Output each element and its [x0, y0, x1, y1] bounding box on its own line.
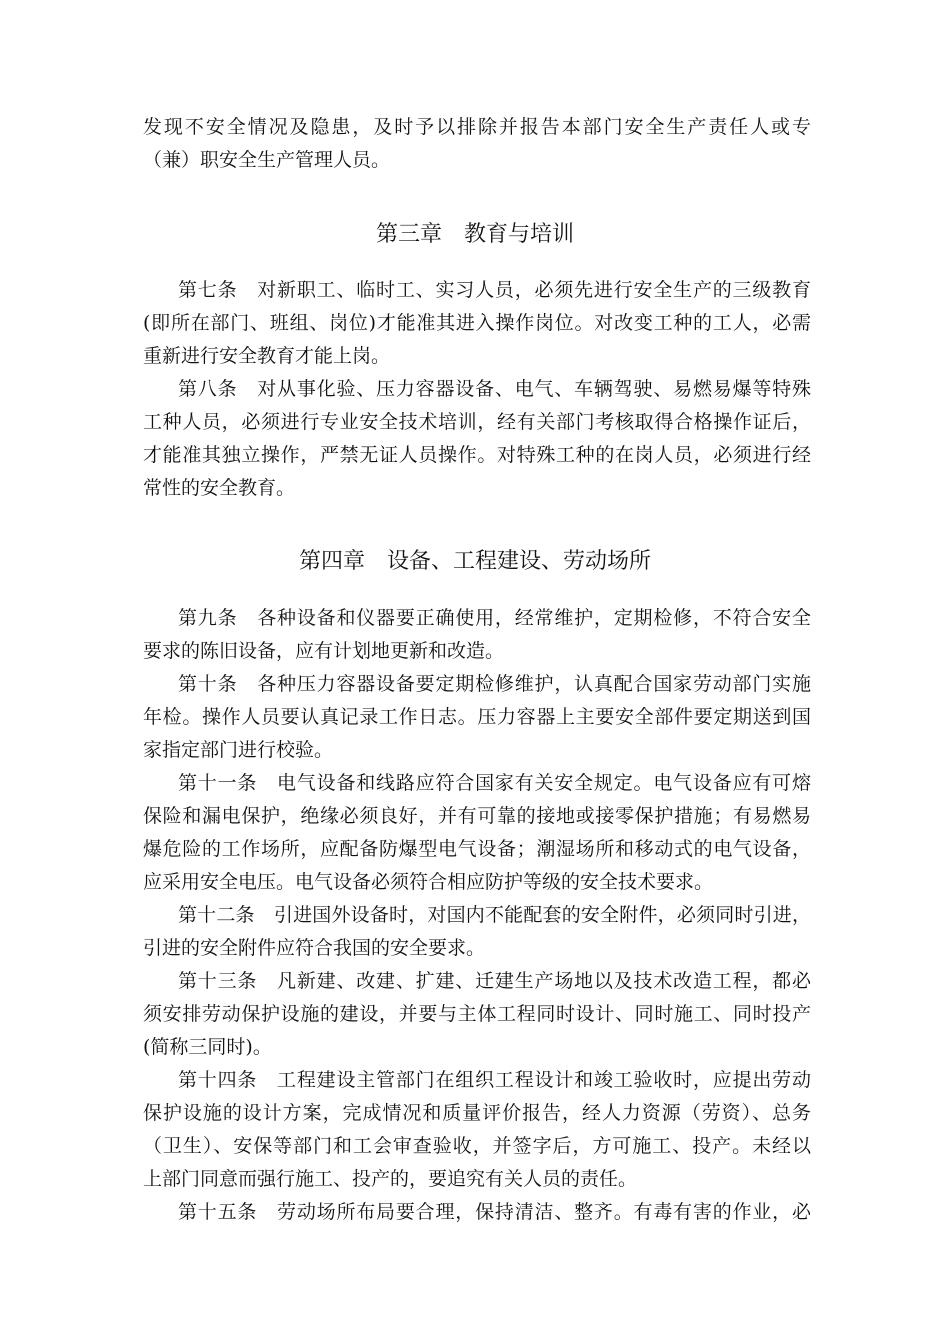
article-7-line-1: 第七条 对新职工、临时工、实习人员，必须先进行安全生产的三级教育	[178, 279, 811, 301]
article-11-line-4: 应采用安全电压。电气设备必须符合相应防护等级的安全技术要求。	[143, 871, 714, 893]
article-9-line-1: 第九条 各种设备和仪器要正确使用，经常维护，定期检修，不符合安全	[178, 607, 811, 629]
article-10-line-1: 第十条 各种压力容器设备要定期检修维护，认真配合国家劳动部门实施	[178, 673, 811, 695]
article-11-line-3: 爆危险的工作场所，应配备防爆型电气设备；潮湿场所和移动式的电气设备，	[143, 838, 811, 860]
article-8-line-2: 工种人员，必须进行专业安全技术培训，经有关部门考核取得合格操作证后，	[143, 411, 811, 433]
intro-line-2: （兼）职安全生产管理人员。	[143, 149, 391, 171]
article-8-line-1: 第八条 对从事化验、压力容器设备、电气、车辆驾驶、易燃易爆等特殊	[178, 378, 811, 400]
article-13-line-1: 第十三条 凡新建、改建、扩建、迁建生产场地以及技术改造工程，都必	[178, 970, 811, 992]
article-8-line-3: 才能准其独立操作，严禁无证人员操作。对特殊工种的在岗人员，必须进行经	[143, 444, 811, 466]
article-15-line-1: 第十五条 劳动场所布局要合理，保持清洁、整齐。有毒有害的作业，必	[178, 1201, 811, 1223]
article-7-line-3: 重新进行安全教育才能上岗。	[143, 345, 391, 367]
article-14-line-2: 保护设施的设计方案，完成情况和质量评价报告，经人力资源（劳资）、总务	[143, 1102, 811, 1124]
article-12-line-2: 引进的安全附件应符合我国的安全要求。	[143, 937, 486, 959]
article-11-line-1: 第十一条 电气设备和线路应符合国家有关安全规定。电气设备应有可熔	[178, 772, 811, 794]
article-14-line-3: （卫生）、安保等部门和工会审查验收，并签字后，方可施工、投产。未经以	[143, 1135, 811, 1157]
article-14-line-1: 第十四条 工程建设主管部门在组织工程设计和竣工验收时，应提出劳动	[178, 1069, 811, 1091]
article-9-line-2: 要求的陈旧设备，应有计划地更新和改造。	[143, 640, 505, 662]
intro-line-1: 发现不安全情况及隐患，及时予以排除并报告本部门安全生产责任人或专	[143, 116, 811, 138]
article-7-line-2: (即所在部门、班组、岗位)才能准其进入操作岗位。对改变工种的工人，必需	[143, 312, 811, 334]
article-10-line-2: 年检。操作人员要认真记录工作日志。压力容器上主要安全部件要定期送到国	[143, 706, 811, 728]
article-14-line-4: 上部门同意而强行施工、投产的，要追究有关人员的责任。	[143, 1168, 638, 1190]
article-8-line-4: 常性的安全教育。	[143, 477, 296, 499]
article-10-line-3: 家指定部门进行校验。	[143, 739, 334, 761]
chapter-4-heading: 第四章 设备、工程建设、劳动场所	[298, 549, 651, 574]
article-13-line-3: (简称三同时)。	[143, 1036, 272, 1058]
article-11-line-2: 保险和漏电保护，绝缘必须良好，并有可靠的接地或接零保护措施；有易燃易	[143, 805, 811, 827]
chapter-3-heading: 第三章 教育与培训	[375, 222, 574, 247]
article-13-line-2: 须安排劳动保护设施的建设，并要与主体工程同时设计、同时施工、同时投产	[143, 1003, 811, 1025]
article-12-line-1: 第十二条 引进国外设备时，对国内不能配套的安全附件，必须同时引进，	[178, 904, 811, 926]
